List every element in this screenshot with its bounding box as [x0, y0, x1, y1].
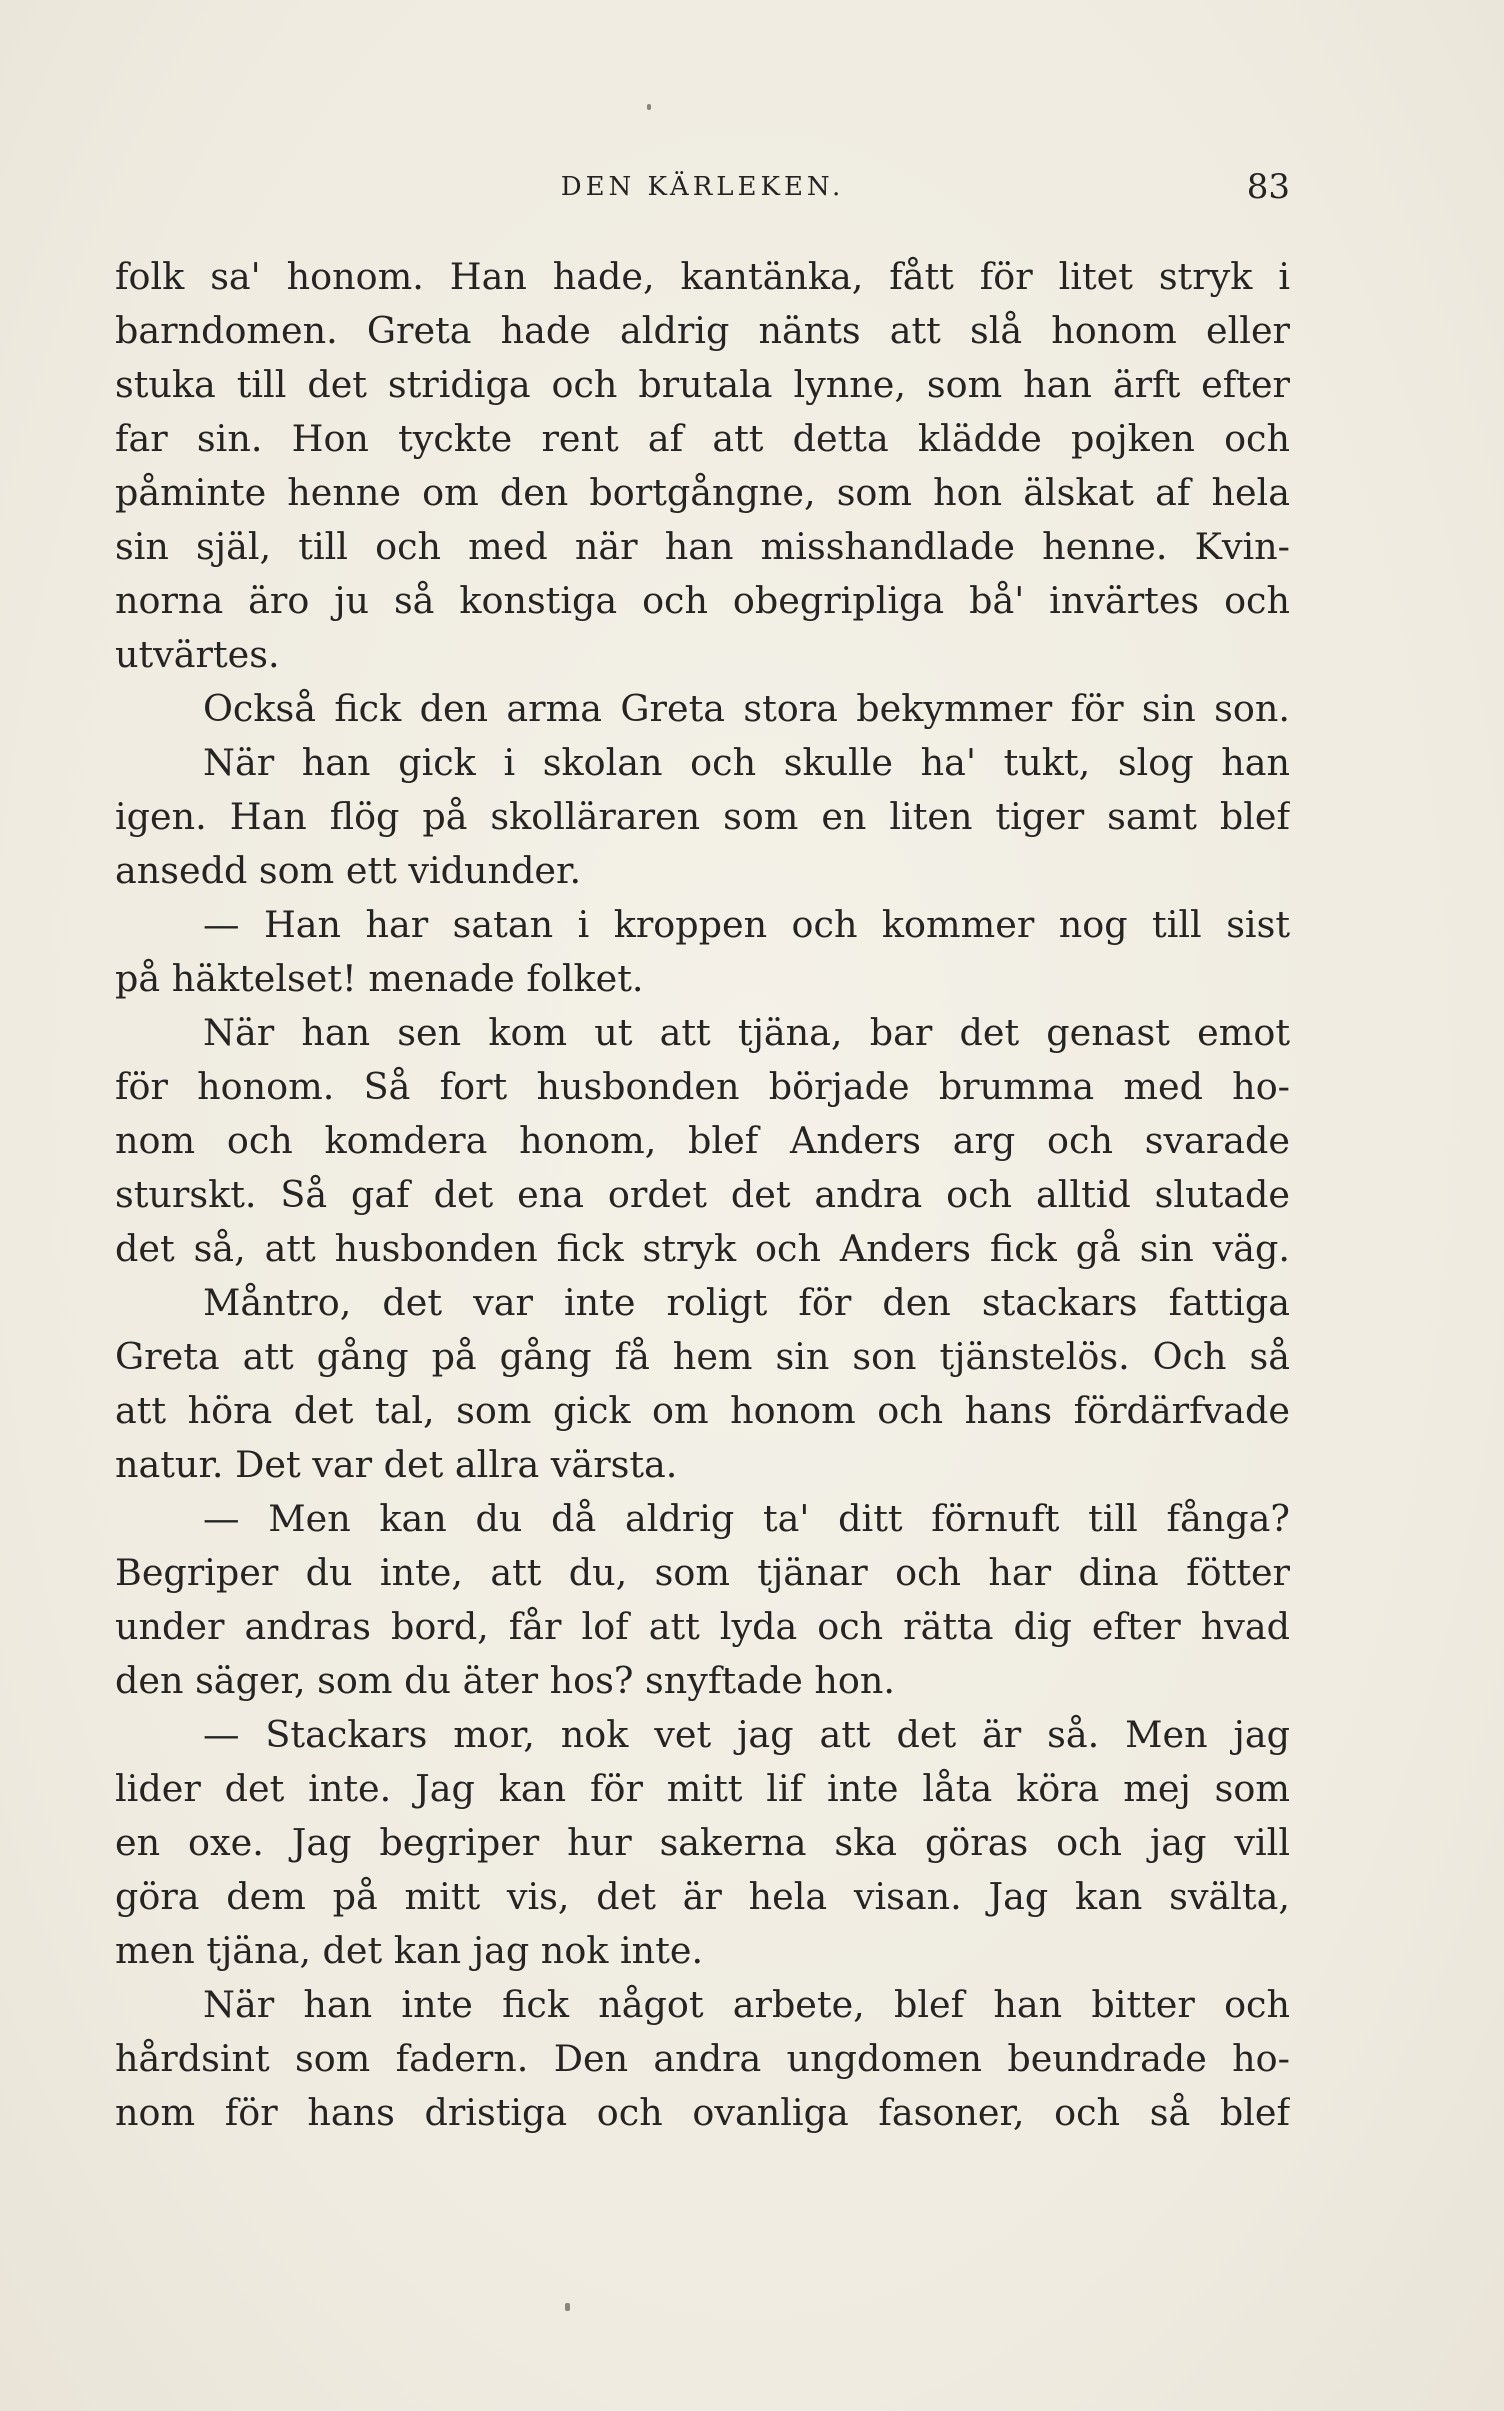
text-line: nom och komdera honom, blef Anders arg och svarade [115, 1119, 1290, 1162]
text-line: barndomen. Greta hade aldrig nänts att slå honom eller [115, 309, 1290, 352]
text-line: — Men kan du då aldrig ta' ditt förnuft till fånga? [203, 1497, 1290, 1540]
text-line: på häktelset! menade folket. [115, 957, 644, 1000]
text-line: natur. Det var det allra värsta. [115, 1443, 678, 1486]
text-line: för honom. Så fort husbonden började brumma med ho- [115, 1065, 1290, 1108]
text-line: ansedd som ett vidunder. [115, 849, 582, 892]
text-line: folk sa' honom. Han hade, kantänka, fått för litet stryk i [115, 255, 1290, 298]
text-line: igen. Han flög på skolläraren som en liten tiger samt blef [115, 795, 1290, 838]
text-line: När han inte fick något arbete, blef han bitter och [203, 1983, 1290, 2026]
page-number: 83 [1246, 167, 1290, 207]
text-line: stuka till det stridiga och brutala lynne, som han ärft efter [115, 363, 1290, 406]
text-line: hårdsint som fadern. Den andra ungdomen beundrade ho- [115, 2037, 1290, 2080]
text-line: — Han har satan i kroppen och kommer nog till sist [203, 903, 1290, 946]
speck [647, 104, 651, 110]
text-line: lider det inte. Jag kan för mitt lif inte låta köra mej som [115, 1767, 1290, 1810]
text-line: Begriper du inte, att du, som tjänar och har dina fötter [115, 1551, 1290, 1594]
text-line: nom för hans dristiga och ovanliga fasoner, och så blef [115, 2091, 1290, 2134]
body-text [115, 250, 1290, 2140]
text-line: sturskt. Så gaf det ena ordet det andra och alltid slutade [115, 1173, 1290, 1216]
speck [565, 2303, 570, 2311]
text-line: far sin. Hon tyckte rent af att detta klädde pojken och [115, 417, 1290, 460]
text-line: När han gick i skolan och skulle ha' tukt, slog han [203, 741, 1290, 784]
text-line: det så, att husbonden fick stryk och Anders fick gå sin väg. [115, 1227, 1290, 1270]
text-line: utvärtes. [115, 633, 280, 676]
text-line: under andras bord, får lof att lyda och rätta dig efter hvad [115, 1605, 1290, 1648]
text-line: Måntro, det var inte roligt för den stackars fattiga [203, 1281, 1290, 1324]
text-line: När han sen kom ut att tjäna, bar det genast emot [203, 1011, 1290, 1054]
text-line: påminte henne om den bortgångne, som hon älskat af hela [115, 471, 1290, 514]
text-line: den säger, som du äter hos? snyftade hon. [115, 1659, 895, 1702]
text-line: norna äro ju så konstiga och obegripliga bå' invärtes och [115, 579, 1290, 622]
running-head [115, 162, 1290, 212]
text-line: Greta att gång på gång få hem sin son tjänstelös. Och så [115, 1335, 1290, 1378]
text-line: — Stackars mor, nok vet jag att det är så. Men jag [203, 1713, 1290, 1756]
running-title: DEN KÄRLEKEN. [560, 172, 845, 202]
text-line: sin själ, till och med när han misshandlade henne. Kvin- [115, 525, 1290, 568]
text-line: att höra det tal, som gick om honom och hans fördärfvade [115, 1389, 1290, 1432]
text-line: en oxe. Jag begriper hur sakerna ska göras och jag vill [115, 1821, 1290, 1864]
text-line: Också fick den arma Greta stora bekymmer för sin son. [203, 687, 1290, 730]
text-line: göra dem på mitt vis, det är hela visan. Jag kan svälta, [115, 1875, 1290, 1918]
text-line: men tjäna, det kan jag nok inte. [115, 1929, 704, 1972]
